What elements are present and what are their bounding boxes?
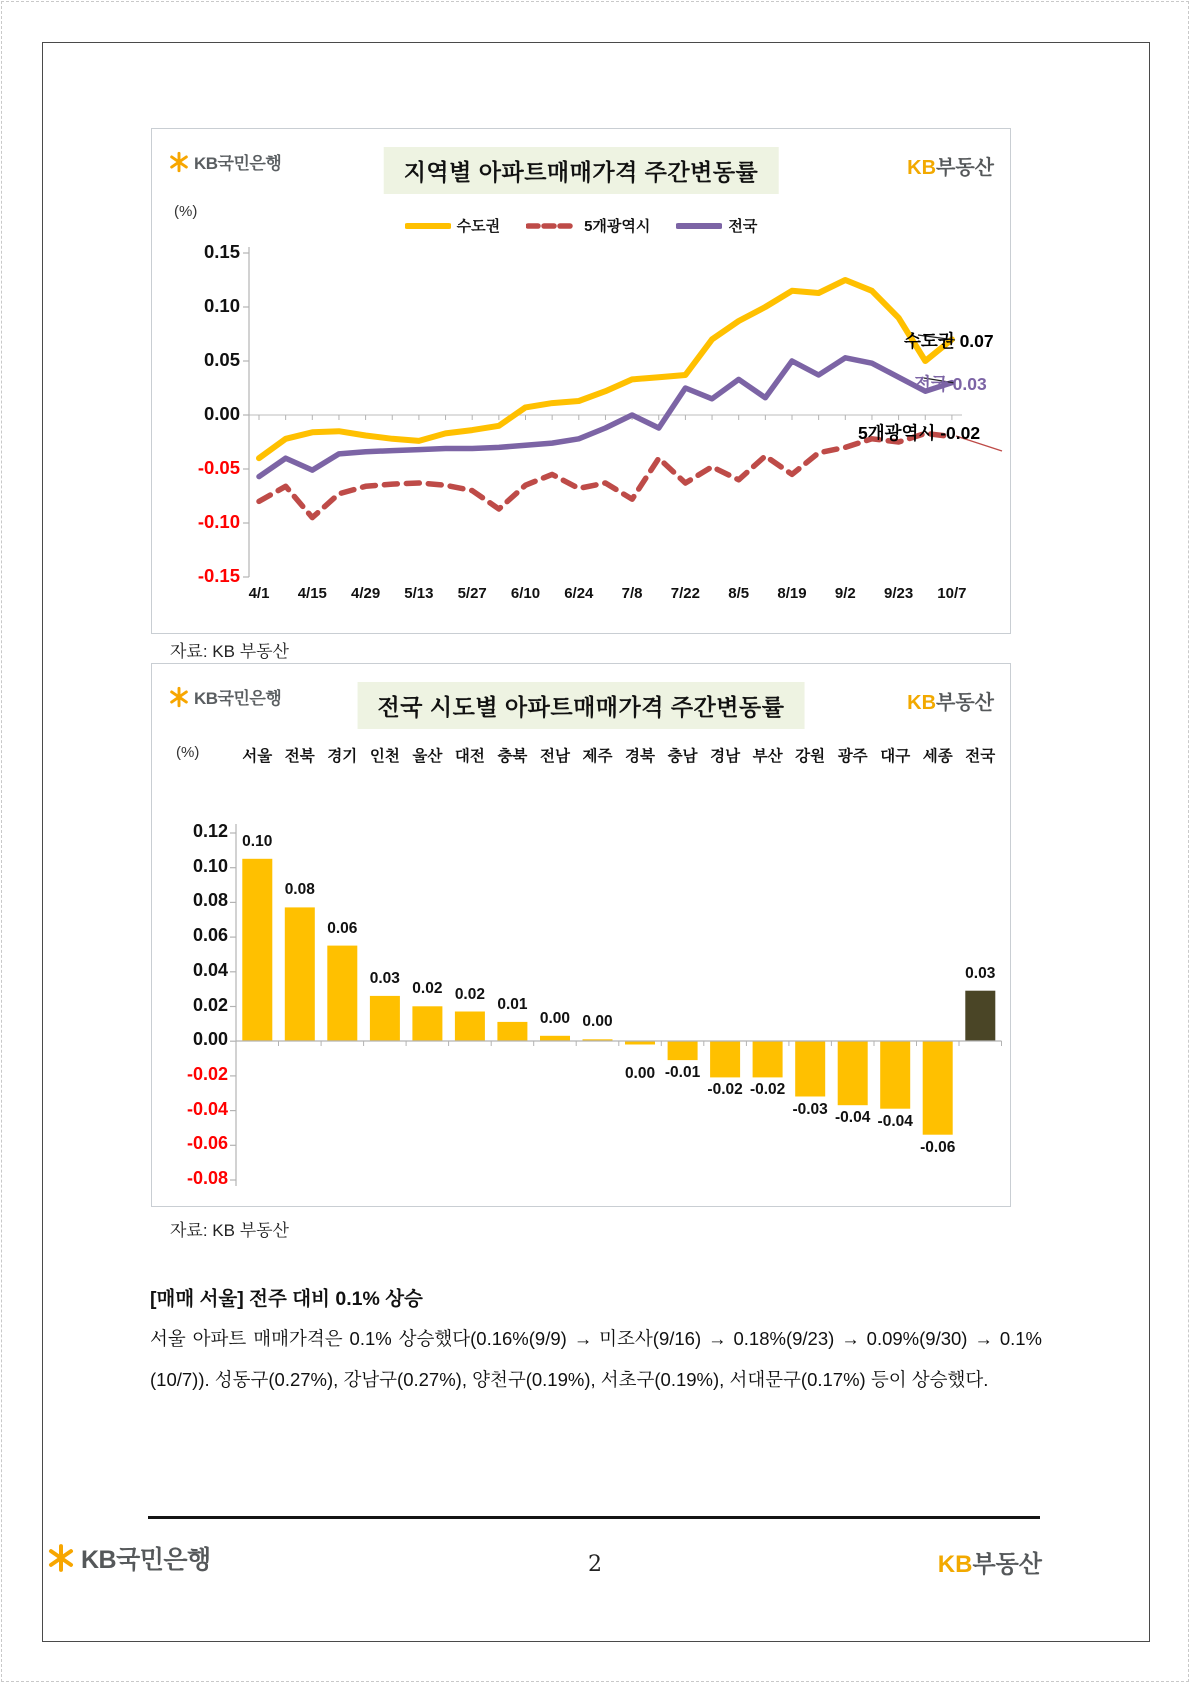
bar-value-label: -0.01	[664, 1064, 701, 1082]
bar-value-label: 0.06	[327, 919, 358, 937]
bar-부산	[753, 1041, 783, 1077]
bar-chart-title: 전국 시도별 아파트매매가격 주간변동률	[358, 682, 805, 729]
y-tick-label: 0.04	[192, 959, 228, 980]
source-note-2: 자료: KB 부동산	[170, 1221, 289, 1240]
section-heading: [매매 서울] 전주 대비 0.1% 상승	[150, 1288, 423, 1310]
bar-value-label: 0.00	[624, 1065, 656, 1082]
footer-kb-bank-logo	[46, 1540, 211, 1576]
category-label: 경기	[327, 748, 358, 765]
category-label: 전남	[539, 748, 570, 765]
bar-대구	[880, 1041, 910, 1109]
line-chart-canvas	[152, 129, 1010, 633]
x-tick-label: 9/2	[834, 585, 856, 602]
footer-kb-budongsan-brand	[938, 1544, 1042, 1579]
y-tick-label: -0.10	[197, 511, 240, 532]
series-end-label-jeonguk: 전국 0.03	[914, 374, 987, 394]
category-label: 충북	[497, 748, 528, 765]
bar-value-label: -0.04	[877, 1112, 913, 1130]
bar-인천	[370, 996, 400, 1041]
kb-brand-rest: 부동산	[936, 157, 994, 179]
y-tick-label: 0.08	[192, 890, 228, 911]
category-label: 대구	[880, 748, 911, 765]
category-label: 인천	[369, 748, 400, 765]
kb-brand-kb: KB	[907, 157, 937, 179]
bar-경남	[710, 1041, 740, 1077]
bar-강원	[795, 1041, 825, 1097]
x-tick-label: 6/10	[510, 585, 541, 602]
x-tick-label: 10/7	[937, 585, 967, 602]
page-number: 2	[588, 1552, 602, 1577]
y-tick-label: -0.15	[197, 565, 240, 586]
bar-광주	[838, 1041, 868, 1105]
x-tick-label: 4/15	[297, 585, 327, 602]
y-tick-label: -0.04	[186, 1098, 228, 1119]
line-chart-title: 지역별 아파트매매가격 주간변동률	[384, 147, 779, 194]
bar-충남	[668, 1041, 698, 1060]
bar-value-label: -0.02	[707, 1081, 743, 1099]
kb-bank-logo-label: KB국민은행	[194, 689, 282, 708]
bar-전북	[285, 907, 315, 1041]
bar-value-label: -0.04	[835, 1109, 871, 1127]
bar-서울	[242, 859, 272, 1041]
y-tick-label: 0.06	[192, 925, 228, 946]
footer-rule	[148, 1516, 1040, 1519]
y-tick-label: -0.06	[186, 1133, 228, 1154]
legend-label: 전국	[728, 218, 758, 235]
bar-value-label: 0.00	[539, 1009, 571, 1027]
kb-star-icon	[46, 1543, 76, 1573]
category-label: 경북	[625, 748, 655, 765]
kb-brand-rest: 부동산	[972, 1551, 1042, 1578]
bar-value-label: 0.00	[582, 1013, 613, 1031]
bar-chart-panel	[151, 663, 1011, 1207]
y-tick-label: 0.12	[192, 821, 228, 841]
bar-울산	[412, 1006, 442, 1041]
legend-label: 5개광역시	[584, 218, 651, 235]
x-tick-label: 6/24	[564, 585, 594, 602]
bar-경기	[327, 946, 357, 1041]
bar-value-label: -0.02	[749, 1081, 786, 1099]
bar-충북	[497, 1022, 527, 1041]
x-tick-label: 5/13	[404, 585, 434, 602]
y-tick-label: -0.08	[186, 1168, 228, 1188]
bar-value-label: 0.08	[284, 881, 315, 899]
kb-bank-logo-label: KB국민은행	[194, 154, 282, 173]
y-tick-label: 0.00	[192, 1029, 228, 1050]
section-body: 서울 아파트 매매가격은 0.1% 상승했다(0.16%(9/9) → 미조사(9/16) → 0.18%(9/23) → 0.09%(9/30) → 0.1%(10/7)). 성동구(0.27%), 강남구(0.27%), 양천구(0.19%), 서초구(0.19%), 서대문구(0.17%) 등이 상승했다.	[150, 1328, 1042, 1390]
category-label: 전국	[965, 748, 996, 765]
legend-label: 수도권	[456, 218, 501, 235]
category-label: 강원	[795, 748, 826, 765]
x-tick-label: 4/1	[248, 585, 270, 602]
bar-value-label: -0.03	[792, 1100, 828, 1118]
x-tick-label: 7/22	[670, 585, 700, 602]
kb-brand-rest: 부동산	[936, 692, 994, 714]
category-label: 광주	[837, 748, 868, 765]
footer-bank-logo-label: KB국민은행	[81, 1546, 211, 1574]
x-tick-label: 5/27	[457, 585, 487, 602]
bar-value-label: 0.10	[242, 832, 273, 850]
kb-brand-kb: KB	[937, 1551, 973, 1578]
bar-value-label: 0.02	[412, 980, 443, 998]
series-line-5개광역시	[259, 433, 952, 517]
y-tick-label: 0.00	[203, 403, 240, 424]
y-axis-unit: (%)	[174, 203, 198, 220]
kb-brand-kb: KB	[907, 692, 937, 714]
series-end-label-5metro: 5개광역시 -0.02	[858, 423, 981, 443]
bar-전국	[965, 991, 995, 1041]
category-label: 충남	[667, 748, 698, 765]
category-label: 경남	[710, 748, 741, 765]
y-tick-label: 0.10	[192, 855, 228, 876]
x-tick-label: 8/5	[728, 585, 750, 602]
category-label: 전북	[284, 748, 315, 765]
bar-대전	[455, 1012, 485, 1042]
category-label: 울산	[412, 748, 443, 765]
x-tick-label: 9/23	[883, 585, 914, 602]
series-end-label-sudogwon: 수도권 0.07	[904, 331, 994, 351]
y-tick-label: -0.05	[197, 457, 240, 478]
x-tick-label: 8/19	[777, 585, 807, 602]
category-label: 세종	[922, 748, 953, 765]
line-chart-panel	[151, 128, 1011, 634]
bar-value-label: 0.03	[369, 969, 400, 987]
category-label: 부산	[752, 748, 783, 765]
y-tick-label: 0.02	[192, 994, 228, 1015]
y-tick-label: 0.05	[203, 349, 240, 370]
y-tick-label: 0.10	[203, 295, 240, 316]
bar-value-label: 0.03	[965, 964, 996, 982]
y-axis-unit: (%)	[176, 744, 200, 761]
bar-value-label: -0.06	[920, 1138, 956, 1156]
bar-세종	[923, 1041, 953, 1135]
y-tick-label: 0.15	[203, 241, 240, 262]
x-tick-label: 7/8	[621, 585, 643, 602]
series-line-수도권	[259, 280, 952, 458]
category-label: 대전	[454, 748, 485, 765]
x-tick-label: 4/29	[350, 585, 381, 602]
category-label: 서울	[242, 748, 273, 765]
category-label: 제주	[582, 748, 613, 765]
bar-전남	[540, 1036, 570, 1041]
y-tick-label: -0.02	[186, 1063, 228, 1084]
source-note-1: 자료: KB 부동산	[170, 642, 289, 661]
bar-value-label: 0.01	[497, 995, 528, 1013]
bar-value-label: 0.02	[454, 985, 485, 1003]
